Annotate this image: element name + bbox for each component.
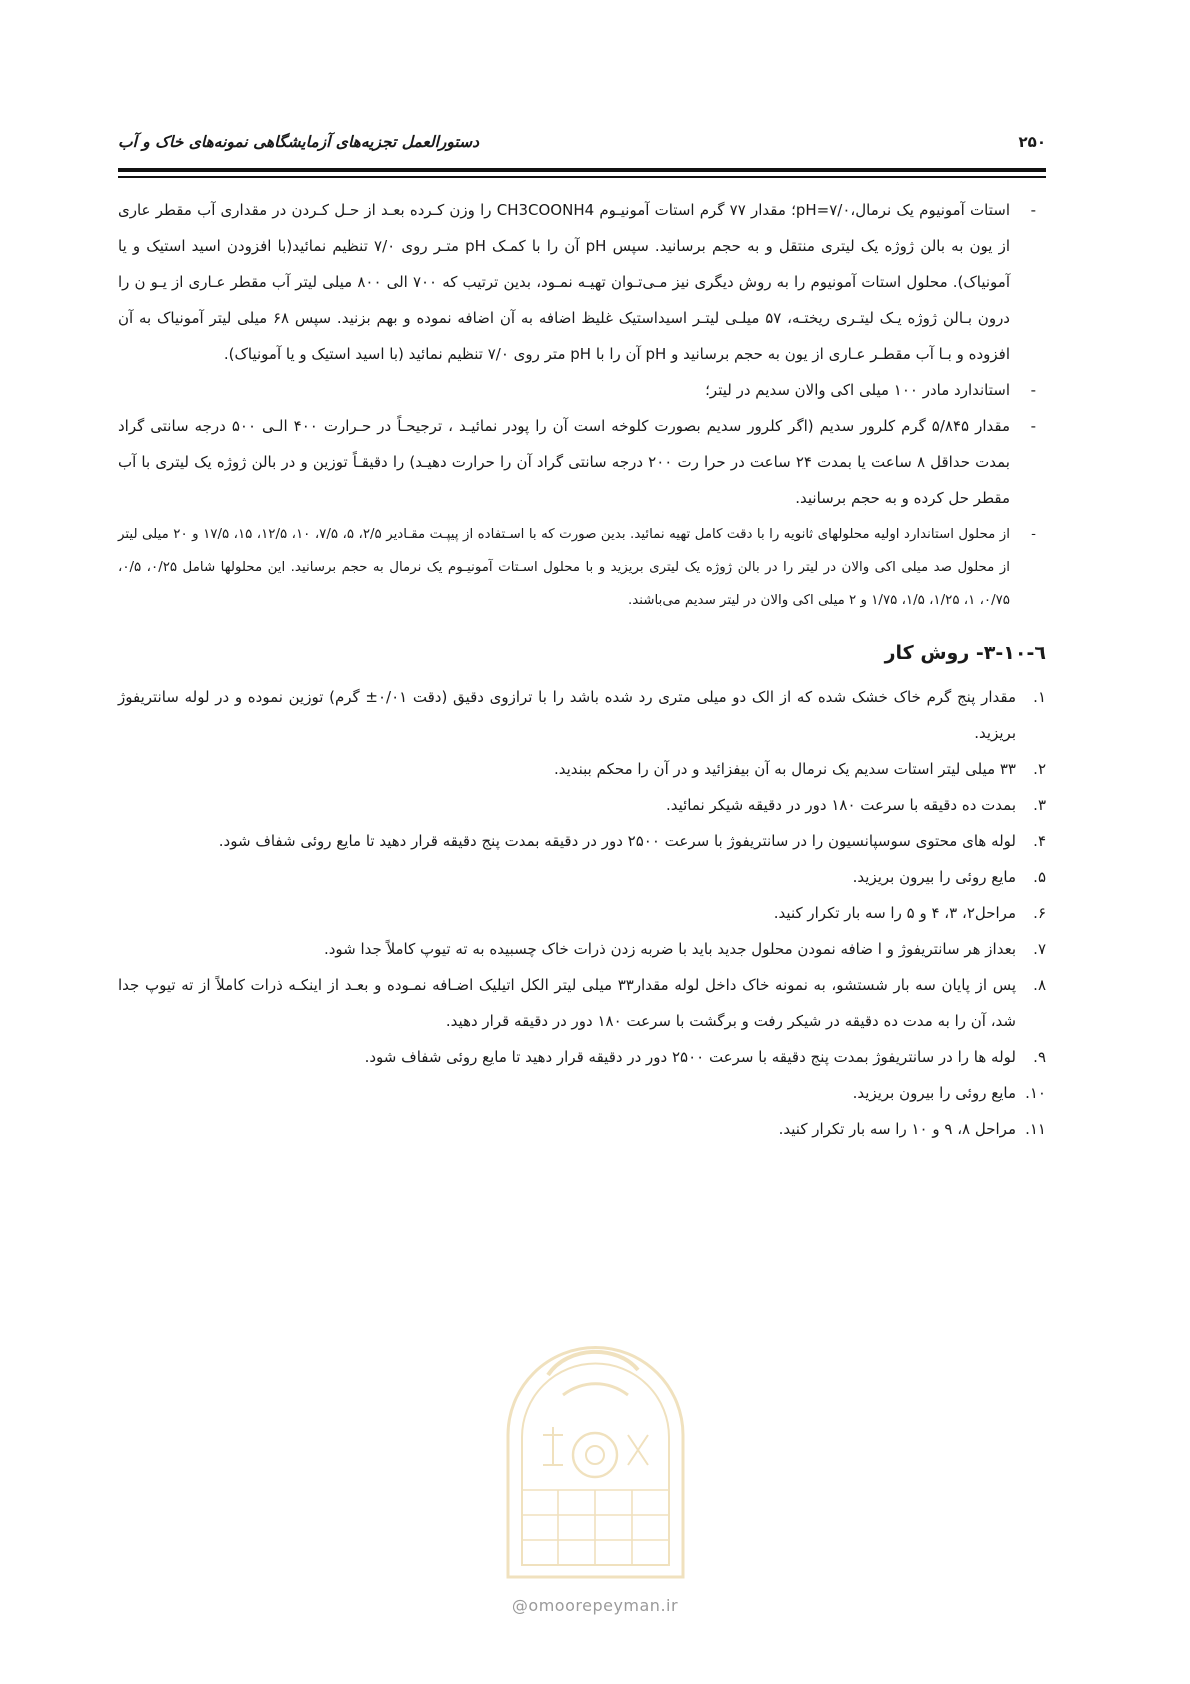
procedure-step bbox=[118, 1075, 1046, 1111]
step-text: مراحل۲، ۳، ۴ و ۵ را سه بار تکرار کنید. bbox=[773, 904, 1016, 922]
bullet-dash: - bbox=[1031, 527, 1036, 542]
procedure-step bbox=[118, 931, 1046, 967]
step-text: لوله ها را در سانتریفوژ بمدت پنج دقیقه با سرعت ۲۵۰۰ دور در دقیقه قرار دهید تا مایع روئی شفاف شود. bbox=[364, 1048, 1016, 1066]
procedure-step bbox=[118, 751, 1046, 787]
procedure-steps bbox=[118, 679, 1046, 1147]
step-number: ۹. bbox=[1033, 1048, 1046, 1066]
reagent-text: استات آمونیوم یک نرمال،pH=۷/۰؛ مقدار ۷۷ گرم استات آمونیـوم CH3COONH4 را وزن کـرده بعـد از حـل کـردن در مقداری آب مقطر عاری از یون به بالن ژوژه یک لیتری منتقل و به حجم برسانید. سپس pH آن را با کمـک pH متـر روی ۷/۰ تنظیم نمائید(با افزودن اسید استیک و یا آمونیاک). محلول استات آمونیوم را به روش دیگری نیز مـی‌تـوان تهیـه نمـود، بدین ترتیب که ۷۰۰ الی ۸۰۰ میلی لیتر آب مقطر عـاری از یـو ن را درون بـالن ژوژه یـک لیتـری ریختـه، ۵۷ میلـی لیتـر اسیداستیک غلیظ اضافه به آن اضافه نموده و بهم بزنید. سپس ۶۸ میلی لیتر آمونیاک به آن افزوده و بـا آب مقطـر عـاری از یون به حجم برسانید و pH آن را با pH متر روی ۷/۰ تنظیم نمائید (با اسید استیک و یا آمونیاک). bbox=[118, 201, 1011, 363]
reagent-item bbox=[118, 372, 1046, 408]
step-text: مراحل ۸، ۹ و ۱۰ را سه بار تکرار کنید. bbox=[778, 1120, 1016, 1138]
step-text: ۳۳ میلی لیتر استات سدیم یک نرمال به آن بیفزائید و در آن را محکم ببندید. bbox=[553, 760, 1016, 778]
page-number: ۲۵۰ bbox=[1018, 133, 1046, 151]
step-number: ۴. bbox=[1033, 832, 1046, 850]
procedure-step bbox=[118, 787, 1046, 823]
step-number: ۳. bbox=[1033, 796, 1046, 814]
header-rule-thin bbox=[118, 176, 1046, 178]
step-text: مقدار پنج گرم خاک خشک شده که از الک دو میلی متری رد شده باشد را با ترازوی دقیق (دقت ۰/۰۱± گرم) توزین نموده و در لوله سانتریفوژ بریزید. bbox=[118, 688, 1016, 742]
step-number: ۷. bbox=[1033, 940, 1046, 958]
bullet-dash: - bbox=[1030, 381, 1036, 399]
page-header bbox=[118, 128, 1046, 156]
running-title: دستورالعمل تجزیه‌های آزمایشگاهی نمونه‌های خاک و آب bbox=[118, 133, 479, 151]
bullet-dash: - bbox=[1030, 201, 1036, 219]
step-number: ۶. bbox=[1033, 904, 1046, 922]
step-number: ۱. bbox=[1033, 688, 1046, 706]
reagent-item bbox=[118, 192, 1046, 372]
step-text: لوله های محتوی سوسپانسیون را در سانتریفوژ با سرعت ۲۵۰۰ دور در دقیقه بمدت پنج دقیقه قرار دهید تا مایع روئی شفاف شود. bbox=[218, 832, 1016, 850]
reagent-text: استاندارد مادر ۱۰۰ میلی اکی والان سدیم در لیتر؛ bbox=[705, 381, 1010, 399]
step-text: پس از پایان سه بار شستشو، به نمونه خاک داخل لوله مقدار۳۳ میلی لیتر الکل اتیلیک اضـافه نمـوده و بعـد از اینکـه ذرات کاملاً از ته تیوپ جدا شد، آن را به مدت ده دقیقه در شیکر رفت و برگشت با سرعت ۱۸۰ دور در دقیقه قرار دهید. bbox=[118, 976, 1016, 1030]
reagent-list bbox=[118, 192, 1046, 617]
watermark-logo bbox=[488, 1315, 703, 1585]
section-heading: ٦-١٠-٣- روش کار bbox=[884, 642, 1046, 664]
bullet-dash: - bbox=[1030, 417, 1036, 435]
procedure-step bbox=[118, 1111, 1046, 1147]
procedure-step bbox=[118, 679, 1046, 751]
reagent-item bbox=[118, 518, 1046, 617]
procedure-step bbox=[118, 895, 1046, 931]
step-number: ۵. bbox=[1033, 868, 1046, 886]
step-number: ۲. bbox=[1033, 760, 1046, 778]
header-rule-thick bbox=[118, 168, 1046, 172]
step-number: ۱۰. bbox=[1025, 1084, 1046, 1102]
page-body bbox=[118, 192, 1046, 1147]
step-text: بمدت ده دقیقه با سرعت ۱۸۰ دور در دقیقه شیکر نمائید. bbox=[665, 796, 1016, 814]
procedure-step bbox=[118, 859, 1046, 895]
procedure-step bbox=[118, 1039, 1046, 1075]
step-text: مایع روئی را بیرون بریزید. bbox=[852, 1084, 1016, 1102]
procedure-step bbox=[118, 823, 1046, 859]
reagent-text: از محلول استاندارد اولیه محلولهای ثانویه را با دقت کامل تهیه نمائید. بدین صورت که با اسـتفاده از پیپـت مقـادیر ۲/۵، ۵، ۷/۵، ۱۰، ۱۲/۵، ۱۵، ۱۷/۵ و ۲۰ میلی لیتر از محلول صد میلی اکی والان در لیتر را در بالن ژوژه یک لیتری بریزید و با محلول اسـتات آمونیـوم یک نرمال به حجم برسانید. این محلولها شامل ۰/۲۵، ۰/۵، ۰/۷۵، ۱، ۱/۲۵، ۱/۵، ۱/۷۵ و ۲ میلی اکی والان در لیتر سدیم می‌باشند. bbox=[118, 527, 1010, 608]
reagent-text: مقدار ۵/۸۴۵ گرم کلرور سدیم (اگر کلرور سدیم بصورت کلوخه است آن را پودر نمائیـد ، ترجیحـاً در حـرارت ۴۰۰ الـی ۵۰۰ درجه سانتی گراد بمدت حداقل ۸ ساعت یا بمدت ۲۴ ساعت در حرا رت ۲۰۰ درجه سانتی گراد آن را حرارت دهیـد) را دقیقـاً توزین و در بالن ژوژه یک لیتری با آب مقطر حل کرده و به حجم برسانید. bbox=[118, 417, 1010, 507]
step-number: ۱۱. bbox=[1025, 1120, 1046, 1138]
reagent-item bbox=[118, 408, 1046, 516]
step-number: ۸. bbox=[1033, 976, 1046, 994]
step-text: مایع روئی را بیرون بریزید. bbox=[852, 868, 1016, 886]
watermark-url: @omoorepeyman.ir bbox=[511, 1596, 679, 1615]
step-text: بعداز هر سانتریفوژ و ا ضافه نمودن محلول جدید باید با ضربه زدن ذرات خاک چسبیده به ته تیوپ کاملاً جدا شود. bbox=[323, 940, 1016, 958]
procedure-step bbox=[118, 967, 1046, 1039]
